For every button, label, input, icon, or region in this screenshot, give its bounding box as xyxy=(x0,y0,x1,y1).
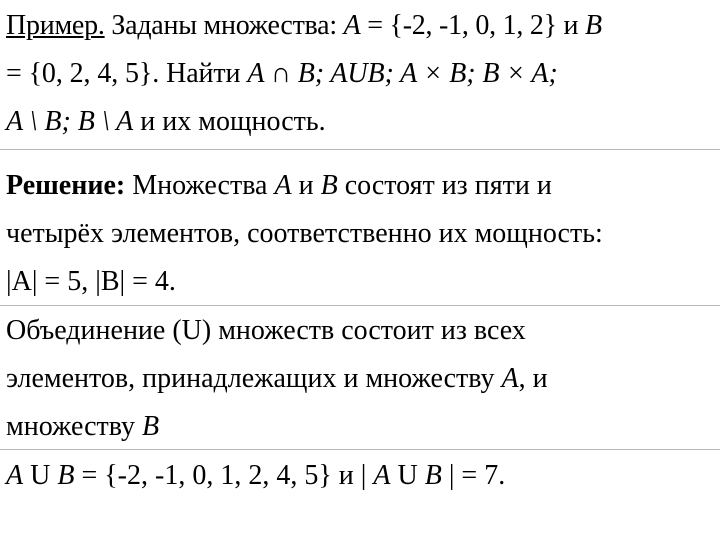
example-line-1 xyxy=(6,2,718,50)
union-line-3 xyxy=(6,403,718,451)
example-text: Заданы множества: xyxy=(104,10,344,41)
cardinality-values: |A| = 5, |B| = 4. xyxy=(6,266,176,297)
solution-line-1 xyxy=(6,162,718,210)
union-text-cont: , и xyxy=(518,363,548,394)
set-a-ref: A xyxy=(274,170,292,201)
cardinality-task: и их мощность. xyxy=(133,106,326,137)
solution-text: Множества xyxy=(125,170,275,201)
result-a: A xyxy=(6,460,24,491)
solution-label: Решение: xyxy=(6,170,126,201)
result-union-sign: U xyxy=(23,460,58,491)
set-b-ref-2: B xyxy=(142,411,160,442)
result-cardinality: | = 7. xyxy=(441,460,506,491)
union-text: элементов, принадлежащих и множеству xyxy=(6,363,502,394)
result-a-2: A xyxy=(373,460,391,491)
difference-operations: A \ B; B \ A xyxy=(6,106,134,137)
set-a-definition: = {-2, -1, 0, 1, 2} и xyxy=(360,10,586,41)
union-block xyxy=(6,307,718,451)
union-result xyxy=(6,452,718,500)
example-line-3 xyxy=(6,98,718,146)
solution-line-2: четырёх элементов, соответственно их мощность: xyxy=(6,218,603,249)
separator-2 xyxy=(0,305,720,306)
set-a-symbol: A xyxy=(343,10,361,41)
separator-1 xyxy=(0,149,720,150)
example-line-2 xyxy=(6,50,718,98)
result-union-sign-2: U xyxy=(390,460,425,491)
union-line-1: Объединение (U) множеств состоит из всех xyxy=(6,315,526,346)
result-block xyxy=(6,452,718,500)
result-b: B xyxy=(57,460,75,491)
result-set: = {-2, -1, 0, 1, 2, 4, 5} xyxy=(74,460,332,491)
operations-list: A ∩ B; AUB; A × B; B × A; xyxy=(247,58,558,89)
solution-and: и xyxy=(291,170,321,201)
set-b-definition: = {0, 2, 4, 5}. Найти xyxy=(6,58,248,89)
solution-block xyxy=(6,162,718,306)
result-b-2: B xyxy=(424,460,442,491)
set-b-symbol: B xyxy=(585,10,602,41)
set-a-ref-2: A xyxy=(501,363,519,394)
union-line-2 xyxy=(6,355,718,403)
result-and: и | xyxy=(331,460,374,491)
solution-text-cont: состоят из пяти и xyxy=(337,170,552,201)
union-text-end: множеству xyxy=(6,411,143,442)
set-b-ref: B xyxy=(320,170,338,201)
example-label: Пример. xyxy=(6,10,105,41)
example-block xyxy=(6,2,718,146)
separator-3 xyxy=(0,449,720,450)
